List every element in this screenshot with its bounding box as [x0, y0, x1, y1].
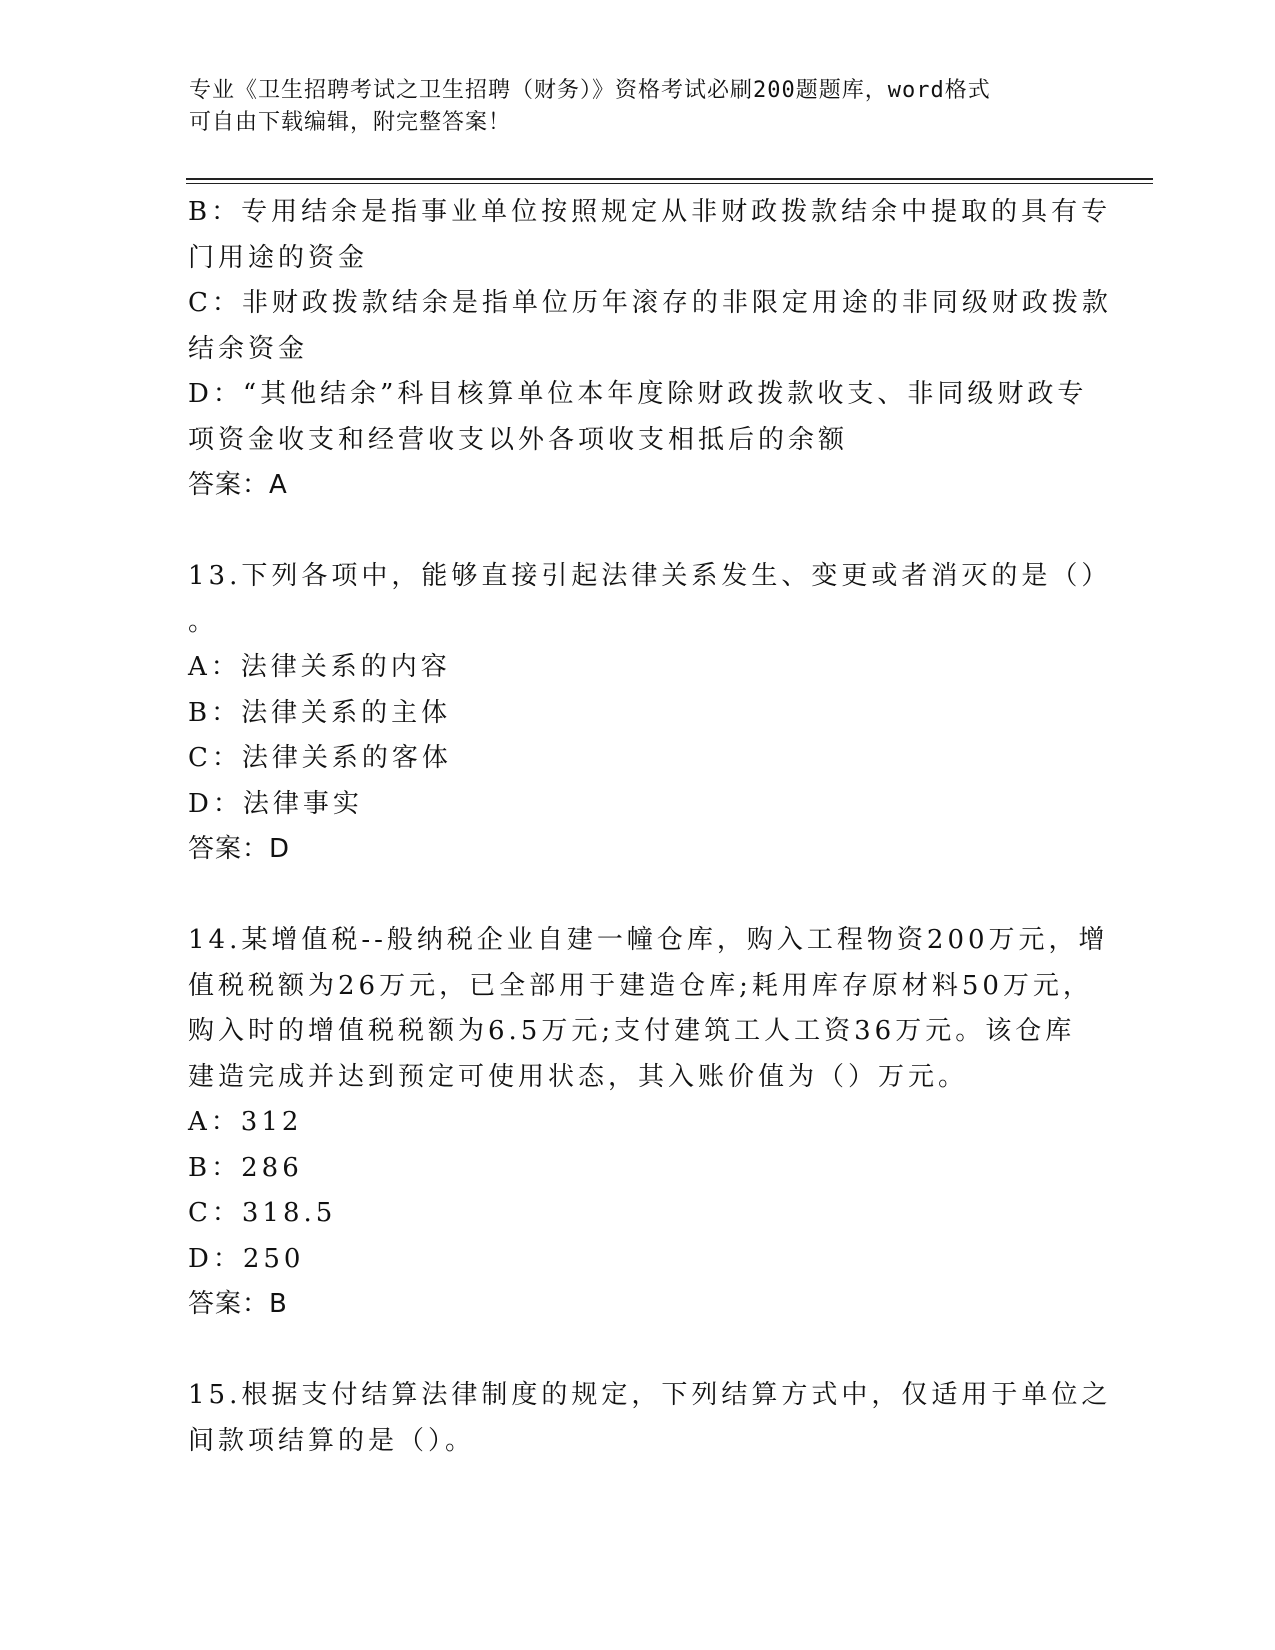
spacer	[188, 509, 1078, 555]
spacer	[188, 1328, 1078, 1374]
q12-option-c-line-2: 结余资金	[188, 333, 309, 364]
q14-option-d: D：250	[188, 1243, 305, 1274]
q13-option-b: B：法律关系的主体	[188, 697, 452, 728]
header-line-2: 可自由下载编辑，附完整答案！	[189, 110, 512, 135]
question-15	[188, 1373, 1112, 1464]
q12-option-b-line-1: B：专用结余是指事业单位按照规定从非财政拨款结余中提取的具有专	[188, 197, 1112, 227]
q13-option-c: C：法律关系的客体	[188, 743, 452, 773]
q12-option-d-line-1: D：“其他结余”科目核算单位本年度除财政拨款收支、非同级财政专	[188, 379, 1088, 409]
q12-option-c-line-1: C：非财政拨款结余是指单位历年滚存的非限定用途的非同级财政拨款	[188, 288, 1112, 318]
q14-stem-line-4: 建造完成并达到预定可使用状态，其入账价值为（）万元。	[188, 1061, 969, 1092]
question-13	[188, 554, 1112, 873]
spacer	[188, 873, 1078, 919]
q14-stem-line-1: 14.某增值税--般纳税企业自建一幢仓库，购入工程物资200万元，增	[188, 925, 1109, 955]
question-list	[188, 190, 1112, 1464]
q12-option-d-line-2: 项资金收支和经营收支以外各项收支相抵后的余额	[188, 424, 849, 455]
q14-option-a: A：312	[188, 1107, 303, 1137]
q13-option-a: A：法律关系的内容	[188, 652, 451, 682]
q15-stem-line-1: 15.根据支付结算法律制度的规定，下列结算方式中，仅适用于单位之	[188, 1380, 1112, 1410]
q14-stem-line-3: 购入时的增值税税额为6.5万元;支付建筑工人工资36万元。该仓库	[188, 1016, 1076, 1046]
q14-answer: 答案：B	[188, 1289, 288, 1319]
question-14	[188, 918, 1109, 1328]
q13-answer: 答案：D	[188, 834, 291, 864]
q12-option-b-line-2: 门用途的资金	[188, 242, 369, 273]
q14-option-b: B：286	[188, 1152, 303, 1183]
q13-stem-line-2: 。	[188, 606, 219, 637]
q12-answer: 答案：A	[188, 470, 288, 500]
q13-stem-line-1: 13.下列各项中，能够直接引起法律关系发生、变更或者消灭的是（）	[188, 561, 1112, 591]
q13-option-d: D：法律事实	[188, 788, 363, 819]
header-divider-thin	[186, 183, 1153, 184]
document-header	[189, 75, 1089, 139]
header-line-1: 专业《卫生招聘考试之卫生招聘（财务）》资格考试必刷200题题库，word格式	[189, 78, 991, 103]
q15-stem-line-2: 间款项结算的是（）。	[188, 1425, 476, 1456]
question-12-continued	[188, 190, 1112, 509]
header-divider-thick	[186, 178, 1153, 180]
q14-stem-line-2: 值税税额为26万元，已全部用于建造仓库;耗用库存原材料50万元，	[188, 970, 1093, 1001]
q14-option-c: C：318.5	[188, 1198, 337, 1228]
